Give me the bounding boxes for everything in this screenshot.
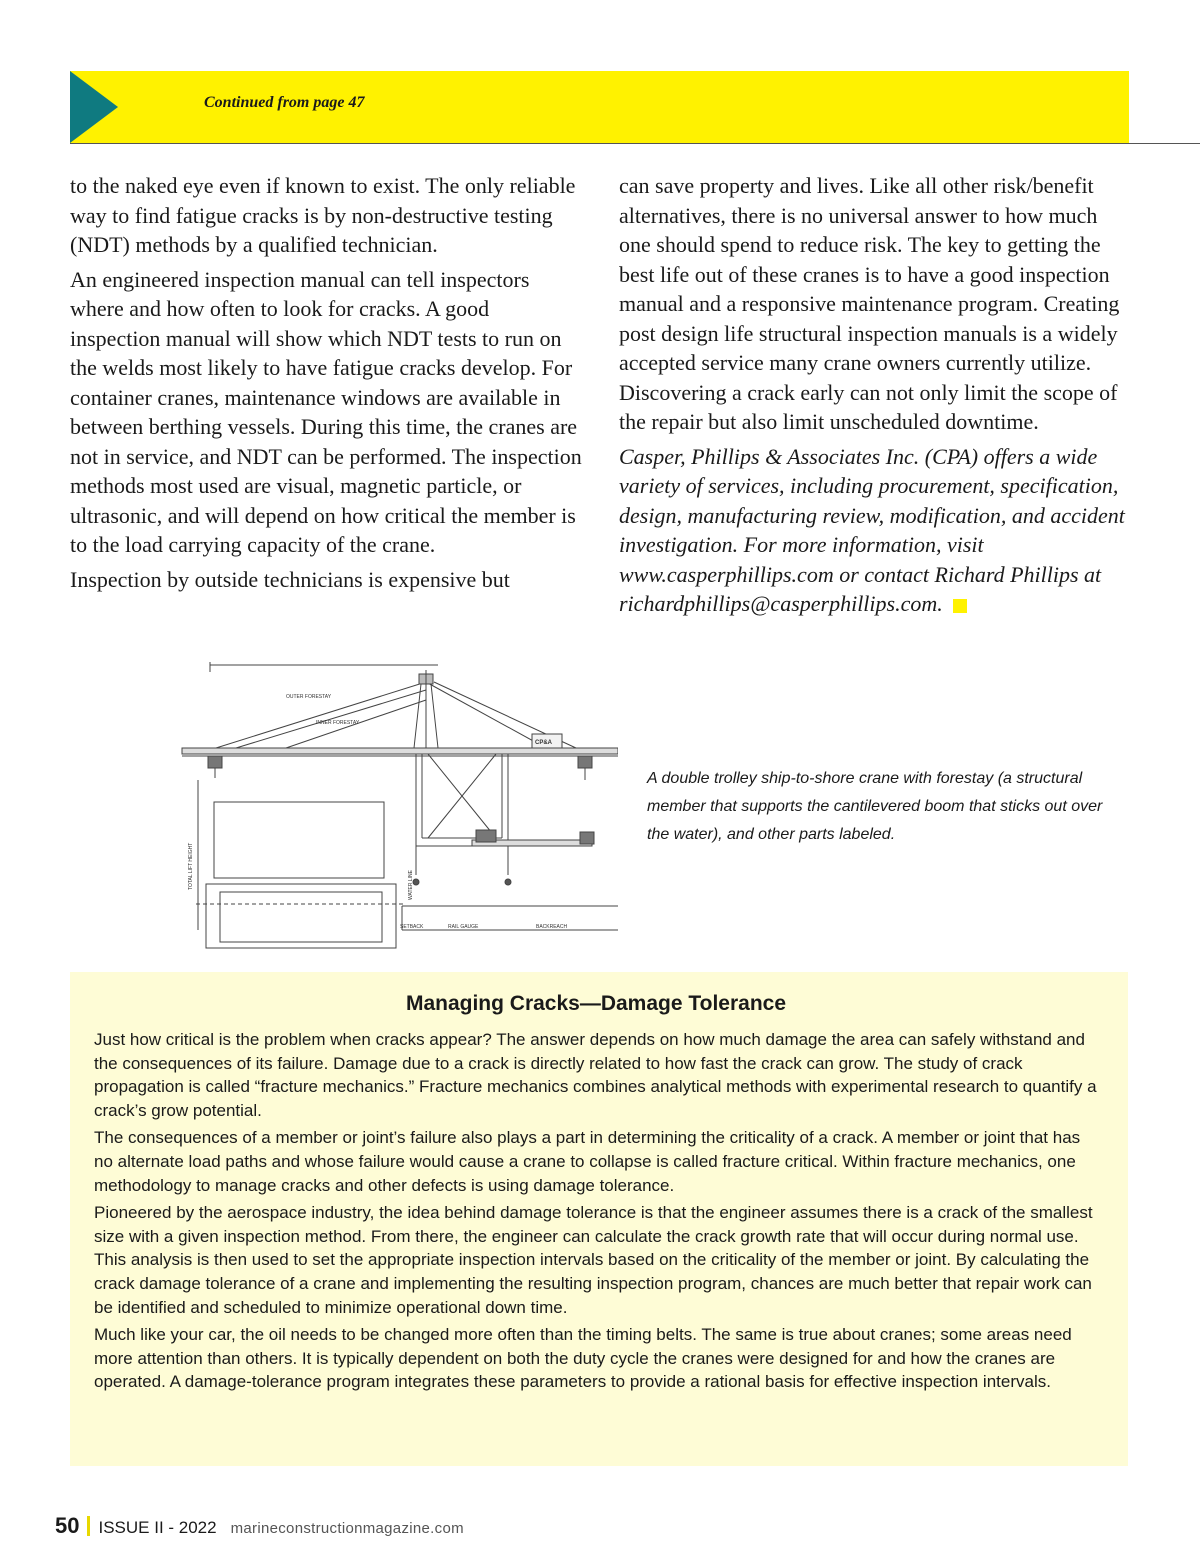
issue-label: ISSUE II - 2022	[98, 1518, 217, 1537]
website-link[interactable]: marineconstructionmagazine.com	[230, 1520, 464, 1537]
author-bio	[619, 442, 1134, 619]
crane-diagram	[176, 660, 618, 950]
sidebar-title: Managing Cracks—Damage Tolerance	[405, 992, 787, 1015]
cpa-logo-label: CP&A	[535, 740, 553, 746]
water-line-label: WATER LINE	[408, 869, 414, 900]
footer-divider	[87, 1516, 90, 1536]
end-mark-icon	[953, 599, 967, 613]
body-paragraph: An engineered inspection manual can tell inspectors where and how often to look for cracks. A good inspection manual will show which NDT tests to run on the welds most likely to have fatigue cracks develop. For container cranes, maintenance windows are available in between berthing vessels. During this time, the cranes are not in service, and NDT can be performed. The inspection methods most used are visual, magnetic particle, or ultrasonic, and will depend on how critical the member is to the load carrying capacity of the crane.	[70, 266, 582, 557]
sidebar-paragraph: Pioneered by the aerospace industry, the idea behind damage tolerance is that the engineer assumes there is a crack of the smallest size with a given inspection method. From there, the engineer can calculate the crack growth rate that will occur during normal use. This analysis is then used to set the appropriate inspection intervals based on the criticality of the member or joint. By calculating the crack damage tolerance of a crane and implementing the resulting inspection program, chances are much better that repair work can be identified and scheduled to minimize operational down time.	[94, 1203, 1093, 1317]
left-column	[70, 171, 585, 599]
sidebar-box	[70, 972, 1128, 1466]
sidebar-paragraph: Just how critical is the problem when cracks appear? The answer depends on how much damage the area can safely withstand and the consequences of its failure. Damage due to a crack is directly related to how fast the crack can grow. The study of crack propagation is called “fracture mechanics.” Fracture mechanics combines analytical methods with experimental research to quantify a crack’s grow potential.	[94, 1030, 1097, 1120]
body-paragraph: to the naked eye even if known to exist. The only reliable way to find fatigue cracks is by non-destructive testing (NDT) methods by a qualified technician.	[70, 173, 576, 257]
inner-forestay-label: INNER FORESTAY	[316, 720, 360, 726]
setback-label: SETBACK	[400, 924, 424, 930]
page-number: 50	[55, 1513, 80, 1538]
body-paragraph: Inspection by outside technicians is expensive but	[70, 566, 510, 592]
backreach-label: BACKREACH	[536, 924, 568, 930]
figure-caption: A double trolley ship-to-shore crane with forestay (a structural member that supports the cantilevered boom that sticks out over the water), and other parts labeled.	[647, 770, 1103, 843]
page-footer	[55, 1513, 464, 1539]
body-paragraph: can save property and lives. Like all other risk/benefit alternatives, there is no universal answer to how much one should spend to reduce risk. The key to getting the best life out of these cranes is to have a good inspection manual and a responsive maintenance program. Creating post design life structural inspection manuals is a widely accepted service many crane owners currently utilize. Discovering a crack early can not only limit the scope of the repair but also limit unscheduled downtime.	[619, 173, 1120, 434]
outer-forestay-label: OUTER FORESTAY	[286, 694, 332, 700]
right-column	[619, 171, 1134, 624]
rail-gauge-label: RAIL GAUGE	[448, 924, 479, 930]
sidebar-paragraph: The consequences of a member or joint’s failure also plays a part in determining the criticality of a crack. A member or joint that has no alternate load paths and whose failure would cause a crane to collapse is called fracture critical. Within fracture mechanics, one methodology to manage cracks and other defects is using damage tolerance.	[94, 1128, 1081, 1195]
continued-from-label: Continued from page 47	[204, 94, 365, 111]
author-bio-text: Casper, Phillips & Associates Inc. (CPA) offers a wide variety of services, including procurement, specification, design, manufacturing review, modification, and accident investigation. For more information, visit www.casperphillips.com or contact Richard Phillips at richardphillips@casperphillips.com.	[619, 443, 1125, 616]
arrow-icon	[70, 71, 118, 143]
sidebar-paragraph: Much like your car, the oil needs to be changed more often than the timing belts. The same is true about cranes; some areas need more attention than others. It is typically dependent on both the duty cycle the cranes were designed for and how the cranes are operated. A damage-tolerance program integrates these parameters to provide a rational basis for effective inspection intervals.	[94, 1325, 1072, 1392]
header-rule	[70, 143, 1200, 144]
total-lift-height-label: TOTAL LIFT HEIGHT	[188, 842, 194, 890]
